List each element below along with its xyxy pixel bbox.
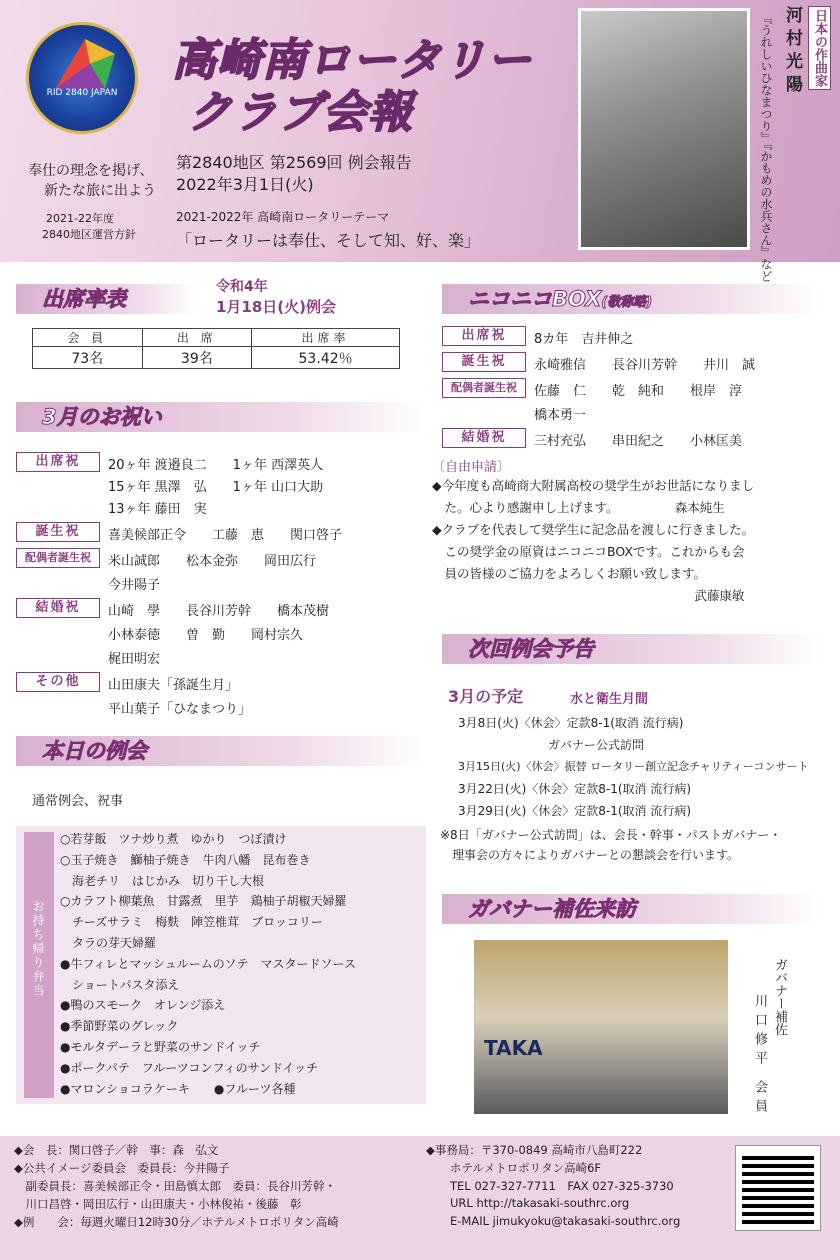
theme-label: 2021-2022年 高崎南ロータリーテーマ bbox=[176, 210, 390, 224]
next-meeting-heading: 次回例会予告 bbox=[442, 634, 822, 664]
table-header: 会 員 bbox=[33, 329, 143, 347]
list-item: 喜美候部正令 工藤 恵 関口啓子 bbox=[108, 528, 343, 543]
table-cell: 73名 bbox=[33, 347, 143, 369]
nico-birthday-label: 誕生祝 bbox=[442, 352, 526, 372]
menu-item: ショートパスタ添え bbox=[60, 977, 180, 992]
niconico-heading bbox=[442, 284, 822, 314]
list-item: 山崎 學 長谷川芳幹 橋本茂樹 bbox=[108, 604, 330, 619]
free-application-item: た。心より感謝申し上げます。 森本純生 bbox=[432, 500, 725, 515]
logo-caption: RID 2840 JAPAN bbox=[46, 88, 118, 98]
nico-spouse-label: 配偶者誕生祝 bbox=[442, 378, 526, 398]
free-application-label: 〔自由申請〕 bbox=[432, 460, 511, 475]
schedule-item: 3月8日(火)〈休会〉定款8-1(取消 流行病) bbox=[458, 716, 684, 730]
slogan-line1: 奉仕の理念を掲げ、 bbox=[28, 163, 154, 179]
governor-visit-heading: ガバナー補佐来訪 bbox=[442, 894, 822, 924]
schedule-item: 3月22日(火)〈休会〉定款8-1(取消 流行病) bbox=[458, 782, 692, 796]
list-item: 今井陽子 bbox=[108, 578, 161, 593]
footer-line: 川口昌啓・岡田広行・山田康夫・小林俊祐・後藤 彰 bbox=[14, 1197, 302, 1211]
attendance-table bbox=[32, 328, 400, 369]
governor-caption-name: 川口修平 会員 bbox=[752, 994, 767, 1119]
menu-item: ●牛フィレとマッシュルームのソテ マスタードソース bbox=[60, 956, 356, 971]
menu-item: ○カラフト柳葉魚 甘露煮 里芋 鶏柚子胡椒天婦羅 bbox=[60, 894, 347, 909]
list-item: 永崎雅信 長谷川芳幹 井川 誠 bbox=[534, 358, 756, 373]
birthday-label: 誕生祝 bbox=[16, 522, 100, 542]
schedule-item: 3月15日(火)〈休会〉振替 ロータリー創立記念チャリティーコンサート bbox=[458, 760, 809, 773]
other-label: その他 bbox=[16, 672, 100, 692]
table-header: 出席率 bbox=[252, 329, 400, 347]
composer-works: 『うれしいひなまつり』『かもめの水兵さん』など bbox=[759, 12, 773, 282]
list-item: 三村充弘 串田紀之 小林匡美 bbox=[534, 434, 743, 449]
composer-name: 河村光陽 bbox=[782, 6, 802, 98]
footer-line: ホテルメトロポリタン高崎6F bbox=[450, 1161, 602, 1175]
composer-photo bbox=[578, 8, 750, 250]
table-header: 出 席 bbox=[142, 329, 252, 347]
footer-url[interactable]: URL http://takasaki-southrc.org bbox=[450, 1196, 630, 1210]
club-theme: 「ロータリーは奉仕、そして知、好、楽」 bbox=[176, 231, 481, 250]
footer-line: ◆事務局：〒370-0849 高崎市八島町222 bbox=[426, 1143, 643, 1157]
footer-line: ◆例 会：毎週火曜日12時30分／ホテルメトロポリタン高崎 bbox=[14, 1215, 339, 1229]
celebrations-heading: 3月のお祝い bbox=[16, 402, 426, 432]
nico-wedding-label: 結婚祝 bbox=[442, 428, 526, 448]
menu-item: ○玉子焼き 鰤柚子焼き 牛肉八幡 昆布巻き bbox=[60, 852, 311, 867]
footer-email[interactable]: E-MAIL jimukyoku@takasaki-southrc.org bbox=[450, 1214, 681, 1228]
niconico-title: ニコニコBOX bbox=[468, 287, 602, 311]
governor-photo bbox=[474, 940, 728, 1114]
footer-line: ◆会 長：関口啓子／幹 事：森 弘文 bbox=[14, 1143, 219, 1157]
menu-item: ○若芽飯 ツナ炒り煮 ゆかり つぼ漬け bbox=[60, 832, 287, 846]
list-item: 20ヶ年 渡邉良二 1ヶ年 西澤英人 bbox=[108, 458, 324, 473]
today-heading: 本日の例会 bbox=[16, 736, 426, 766]
schedule-note: ※8日「ガバナー公式訪問」は、会長・幹事・パストガバナー・ bbox=[440, 828, 782, 842]
qr-code[interactable] bbox=[736, 1146, 820, 1230]
list-item: 佐藤 仁 乾 純和 根岸 淳 bbox=[534, 384, 743, 399]
list-item: 山田康夫「孫誕生月」 bbox=[108, 678, 239, 693]
governor-caption-role: ガバナー補佐 bbox=[772, 958, 787, 1036]
month-schedule: 3月の予定 bbox=[448, 687, 524, 706]
list-item: 15ヶ年 黒澤 弘 1ヶ年 山口大助 bbox=[108, 480, 324, 495]
list-item: 米山誠郎 松本金弥 岡田広行 bbox=[108, 554, 317, 569]
nico-attend-label: 出席祝 bbox=[442, 326, 526, 346]
today-summary: 通常例会、祝事 bbox=[32, 794, 124, 809]
spouse-label: 配偶者誕生祝 bbox=[16, 548, 100, 568]
policy-name: 2840地区運営方針 bbox=[42, 228, 136, 241]
banner-text: TAKA bbox=[484, 1036, 543, 1060]
schedule-note: 理事会の方々によりガバナーとの懇談会を行います。 bbox=[440, 848, 740, 862]
menu-item: ●ポークパテ フルーツコンフィのサンドイッチ bbox=[60, 1060, 319, 1075]
list-item: 平山葉子「ひなまつり」 bbox=[108, 702, 252, 717]
footer-line: ◆公共イメージ委員会 委員長：今井陽子 bbox=[14, 1161, 230, 1175]
menu-item: ●マロンショコラケーキ ●フルーツ各種 bbox=[60, 1081, 296, 1096]
free-application-item: 員の皆様のご協力をよろしくお願い致します。 bbox=[432, 566, 707, 581]
free-application-item: 武藤康敏 bbox=[432, 588, 745, 603]
list-item: 13ヶ年 藤田 実 bbox=[108, 502, 207, 517]
free-application-item: ◆今年度も高崎商大附属高校の奨学生がお世話になりまし bbox=[432, 478, 755, 493]
table-cell: 39名 bbox=[142, 347, 252, 369]
menu-item: 海老チリ はじかみ 切り干し大根 bbox=[60, 873, 265, 888]
menu-item: ●モルタデーラと野菜のサンドイッチ bbox=[60, 1040, 261, 1054]
footer-line: TEL 027-327-7711 FAX 027-325-3730 bbox=[450, 1179, 674, 1193]
issue-date: 2022年3月1日(火) bbox=[176, 175, 314, 194]
menu-item: ●季節野菜のグレック bbox=[60, 1019, 179, 1034]
free-application-item: ◆クラブを代表して奨学生に記念品を渡しに行きました。 bbox=[432, 522, 755, 537]
bento-label: お持ち帰り弁当 bbox=[31, 900, 45, 998]
free-application-item: この奨学金の原資はニコニコBOXです。これからも会 bbox=[432, 544, 745, 559]
menu-item: チーズサラミ 梅麩 陣笠椎茸 ブロッコリー bbox=[60, 915, 323, 930]
list-item: 橋本勇一 bbox=[534, 408, 587, 423]
menu-item: タラの芽天婦羅 bbox=[60, 936, 157, 950]
footer-line: 副委員長：喜美候部正令・田島慎太郎 委員：長谷川芳幹・ bbox=[14, 1179, 336, 1193]
crane-icon bbox=[50, 34, 120, 94]
attendance-meeting-date: 1月18日(火)例会 bbox=[216, 298, 337, 316]
list-item: 8カ年 吉井伸之 bbox=[534, 332, 634, 347]
wedding-label: 結婚祝 bbox=[16, 598, 100, 618]
attendance-meeting-year: 令和4年 bbox=[216, 279, 268, 295]
menu-item: ●鴨のスモーク オレンジ添え bbox=[60, 998, 226, 1013]
meeting-report: 第2840地区 第2569回 例会報告 bbox=[176, 153, 412, 172]
slogan-line2: 新たな旅に出よう bbox=[44, 183, 156, 199]
month-theme: 水と衛生月間 bbox=[570, 692, 649, 707]
attendance-heading: 出席率表 bbox=[16, 284, 196, 314]
table-cell: 53.42％ bbox=[252, 347, 400, 369]
list-item: 小林泰徳 曽 勤 岡村宗久 bbox=[108, 628, 304, 643]
list-item: 梶田明宏 bbox=[108, 652, 161, 667]
composer-tag: 日本の作曲家 bbox=[808, 6, 831, 90]
attend-label: 出席祝 bbox=[16, 452, 100, 472]
newsletter-title-line1: 高崎南ロータリー bbox=[172, 35, 532, 86]
schedule-item: 3月29日(火)〈休会〉定款8-1(取消 流行病) bbox=[458, 804, 692, 818]
newsletter-title-line2: クラブ会報 bbox=[188, 87, 413, 138]
schedule-item: ガバナー公式訪問 bbox=[548, 738, 645, 752]
niconico-suffix: (敬称略) bbox=[601, 295, 653, 310]
policy-year: 2021-22年度 bbox=[46, 212, 114, 225]
